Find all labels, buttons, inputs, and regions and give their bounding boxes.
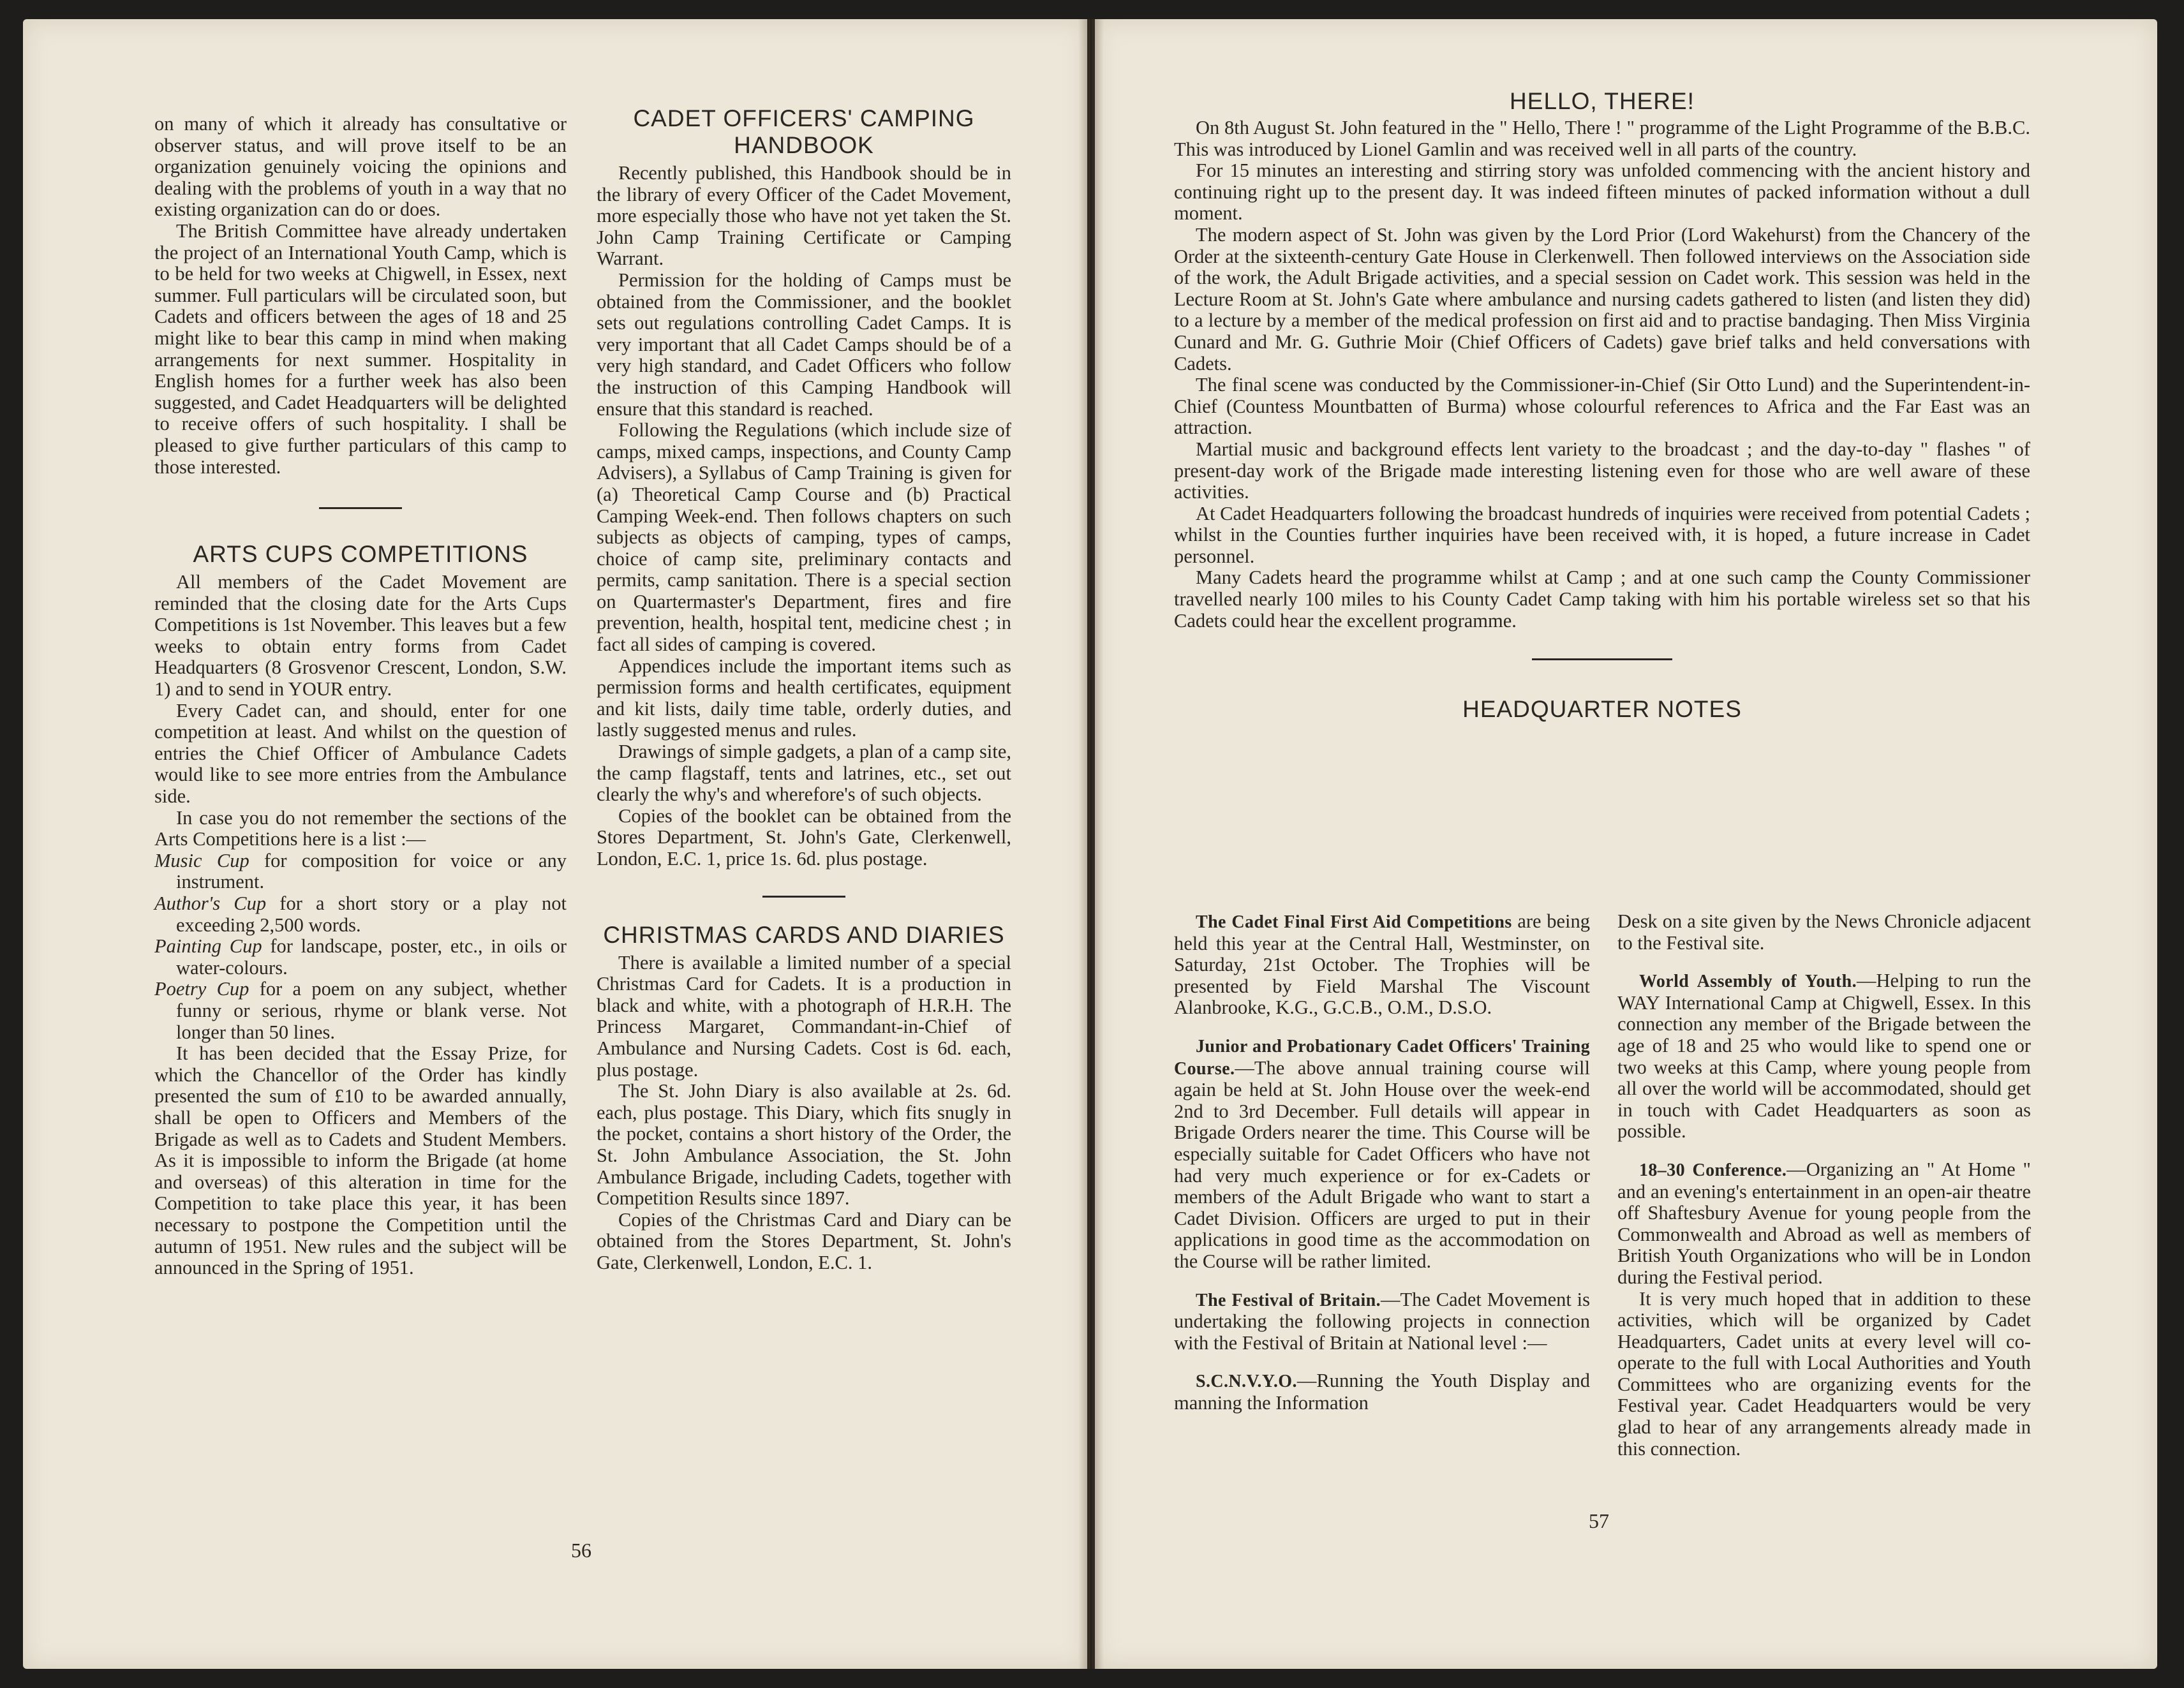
note-spacer (1174, 1273, 1590, 1289)
camping-paragraph: Recently published, this Handbook should be in the library of every Officer of the Cadet Movement, more especially those who have not yet taken the St. John Camp Training Certificate or Camping Warrant. (597, 162, 1011, 270)
hq-note (1617, 1159, 2031, 1289)
cup-name: Author's Cup (154, 892, 267, 914)
arts-paragraph: It has been decided that the Essay Prize, for which the Chancellor of the Order has kindly presented the sum of £10 to be awarded annually, shall be open to Officers and Members of the Brigade as well as to Cadets and Student Members. As it is impossible to inform the Brigade (at home and overseas) of this alteration in time for the Competition to take place this year, it has been necessary to postpone the Competition until the autumn of 1951. New rules and the subject will be announced in the Spring of 1951. (154, 1042, 567, 1279)
section-divider (762, 896, 845, 898)
arts-paragraph: In case you do not remember the sections of the Arts Competitions here is a list :— (154, 806, 567, 850)
cup-item (154, 979, 567, 1043)
hq-note-text: —Helping to run the WAY International Camp at Chigwell, Essex. In this connection any member of the Brigade between the age of 18 and 25 who would like to spend one or two weeks at this Camp, where young people from all over the world will be accommodated, should get in touch with Cadet Headquarters as soon as possible. (1617, 970, 2031, 1143)
hello-paragraph: Many Cadets heard the programme whilst at Camp ; and at one such camp the County Commissioner travelled nearly 100 miles to his County Cadet Camp taking with him his portable wireless set so that his Cadets could hear the excellent programme. (1174, 566, 2030, 632)
cup-description: for landscape, poster, etc., in oils or water-colours. (176, 935, 567, 979)
left-column-2 (597, 105, 1011, 1274)
hq-note-title: 18–30 Conference. (1639, 1160, 1787, 1180)
hq-note (1174, 1370, 1590, 1414)
cup-description: for composition for voice or any instrument. (176, 849, 567, 893)
christmas-paragraph: The St. John Diary is also available at 2s. 6d. each, plus postage. This Diary, which fits snugly in the pocket, contains a short history of the Order, the St. John Ambulance Association, the St. John Ambulance Brigade, including Cadets, together with Competition Results since 1897. (597, 1080, 1011, 1210)
page-number: 57 (1589, 1509, 1609, 1532)
hq-column-2 (1617, 911, 2031, 1460)
camping-paragraph: Following the Regulations (which include size of camps, mixed camps, inspections, and County Camp Advisers), a Syllabus of Camp Training is given for (a) Theoretical Camp Course and (b) Practical Camping Week-end. Then follows chapters on such subjects as objects of camping, types of camps, choice of camp site, preliminary contacts and permits, camp sanitation. There is a special section on Quartermaster's Department, fires and fire prevention, health, hospital tent, medicine chest ; in fact all sides of camping is covered. (597, 419, 1011, 656)
cup-description: for a poem on any subject, whether funny or serious, rhyme or blank verse. Not longer than 50 lines. (176, 978, 567, 1043)
note-spacer (1617, 1143, 2031, 1159)
hello-paragraph: Martial music and background effects lent variety to the broadcast ; and the day-to-day " flashes " of present-day work of the Brigade made interesting listening even for those who are well aware of these activities. (1174, 438, 2030, 503)
camping-paragraph: Permission for the holding of Camps must be obtained from the Commissioner, and the booklet sets out regulations controlling Cadet Camps. It is very important that all Cadet Camps should be of a very high standard, and Cadet Officers who follow the instruction of this Camping Handbook will ensure that this standard is reached. (597, 269, 1011, 420)
hq-note (1174, 1035, 1590, 1273)
arts-paragraph: All members of the Cadet Movement are reminded that the closing date for the Arts Cups Competitions is 1st November. This leaves but a few weeks to obtain entry forms from Cadet Headquarters (8 Grosvenor Crescent, London, S.W. 1) and to send in YOUR entry. (154, 571, 567, 700)
hello-there-heading: HELLO, THERE! (1510, 88, 1695, 114)
book-gutter (1078, 19, 1104, 1669)
cup-item (154, 850, 567, 893)
section-divider (1532, 658, 1672, 660)
cup-name: Poetry Cup (154, 978, 249, 1000)
christmas-paragraph: There is available a limited number of a special Christmas Card for Cadets. It is a production in black and white, with a photograph of H.R.H. The Princess Margaret, Commandant-in-Chief of Ambulance and Nursing Cadets. Cost is 6d. each, plus postage. (597, 951, 1011, 1081)
cup-description: for a short story or a play not exceeding 2,500 words. (176, 892, 567, 936)
camping-paragraph: Appendices include the important items such as permission forms and health certificates, equipment and kit lists, daily time table, orderly duties, and lastly suggested menus and rules. (597, 655, 1011, 741)
intro-paragraph: The British Committee have already undertaken the project of an International Youth Camp, which is to be held for two weeks at Chigwell, in Essex, next summer. Full particulars will be circulated soon, but Cadets and officers between the ages of 18 and 25 might like to bear this camp in mind when making arrangements for next summer. Hospitality in English homes for a further week has also been suggested, and Cadet Headquarters will be delighted to receive offers of such hospitality. I shall be pleased to give further particulars of this camp to those interested. (154, 219, 567, 478)
hq-note-title: The Festival of Britain. (1196, 1290, 1381, 1310)
hq-note-text: —Running the Youth Display and manning the Information (1174, 1370, 1590, 1414)
note-spacer (1174, 1354, 1590, 1370)
hq-note-text: —Organizing an " At Home " and an evening's entertainment in an open-air theatre off Shaftesbury Avenue for young people from the Commonwealth and Abroad as well as members of British Youth Organizations who will be in London during the Festival period. (1617, 1158, 2031, 1288)
page-number: 56 (571, 1539, 591, 1562)
hq-note (1617, 970, 2031, 1143)
hello-paragraph: The final scene was conducted by the Commissioner-in-Chief (Sir Otto Lund) and the Superintendent-in-Chief (Countess Mountbatten of Burma) whose colourful references to Africa and the Far East was an attraction. (1174, 374, 2030, 439)
hello-paragraph: At Cadet Headquarters following the broadcast hundreds of inquiries were received from potential Cadets ; whilst in the Counties further inquiries have been received with, it is hoped, a future increase in Cadet personnel. (1174, 502, 2030, 567)
cup-item (154, 893, 567, 936)
hello-paragraph: On 8th August St. John featured in the " Hello, There ! " programme of the Light Programme of the B.B.C. This was introduced by Lionel Gamlin and was received well in all parts of the country. (1174, 117, 2030, 160)
hq-note-text: are being held this year at the Central Hall, Westminster, on Saturday, 21st October. The Trophies will be presented by Field Marshal The Viscount Alanbrooke, K.G., G.C.B., O.M., D.S.O. (1174, 910, 1591, 1019)
cup-name: Music Cup (154, 849, 249, 871)
christmas-paragraph: Copies of the Christmas Card and Diary can be obtained from the Stores Department, St. John's Gate, Clerkenwell, London, E.C. 1. (597, 1208, 1011, 1273)
hq-continuation: Desk on a site given by the News Chronicle adjacent to the Festival site. (1617, 910, 2031, 954)
hello-paragraph: The modern aspect of St. John was given by the Lord Prior (Lord Wakehurst) from the Chancery of the Order at the sixteenth-century Gate House in Clerkenwell. Then followed interviews on the Association side of the work, the Adult Brigade activities, and a special session on Cadet work. This session was held in the Lecture Room at St. John's Gate where ambulance and nursing cadets gathered to listen (and listen they did) to a lecture by a member of the medical profession on first aid and to practise bandaging. Then Miss Virginia Cunard and Mr. G. Guthrie Moir (Chief Officers of Cadets) gave brief talks and held conversations with Cadets. (1174, 223, 2030, 374)
camping-paragraph: Copies of the booklet can be obtained from the Stores Department, St. John's Gate, Clerkenwell, London, E.C. 1, price 1s. 6d. plus postage. (597, 804, 1011, 870)
hq-note-title: Junior and Probationary Cadet Officers' Training Course. (1174, 1036, 1590, 1079)
arts-paragraph: Every Cadet can, and should, enter for one competition at least. And whilst on the question of entries the Chief Officer of Ambulance Cadets would like to see more entries from the Ambulance side. (154, 699, 567, 808)
camping-paragraph: Drawings of simple gadgets, a plan of a camp site, the camp flagstaff, tents and latrines, etc., set out clearly the why's and wherefore's of such objects. (597, 741, 1011, 806)
hq-column-1 (1174, 911, 1590, 1414)
headquarter-notes-heading: HEADQUARTER NOTES (1462, 696, 1742, 723)
arts-cups-heading: ARTS CUPS COMPETITIONS (193, 541, 528, 568)
section-divider (319, 507, 402, 509)
cup-item (154, 936, 567, 979)
hq-note-text: —The Cadet Movement is undertaking the following projects in connection with the Festival of Britain at National level :— (1174, 1288, 1590, 1354)
hq-note-title: World Assembly of Youth. (1639, 972, 1857, 992)
camping-handbook-heading: CADET OFFICERS' CAMPING HANDBOOK (633, 105, 975, 158)
hq-note (1174, 911, 1590, 1019)
intro-paragraph: on many of which it already has consultative or observer status, and will prove itself to be an organization genuinely voicing the opinions and dealing with the problems of youth in a way that no existing organization can do or does. (154, 113, 567, 221)
note-spacer (1174, 1019, 1590, 1035)
hq-note-title: The Cadet Final First Aid Competitions (1196, 912, 1512, 932)
hq-note-text: —The above annual training course will again be held at St. John House over the week-end 2nd to 3rd December. Full details will appear in Brigade Orders nearer the time. This Course will be especially suitable for Cadet Officers who have not had very much experience or for ex-Cadets or members of the Adult Brigade who want to start a Cadet Division. Officers are urged to put in their applications in good time as the accommodation on the Course will be rather limited. (1174, 1056, 1590, 1272)
hq-note (1174, 1289, 1590, 1354)
christmas-cards-heading: CHRISTMAS CARDS AND DIARIES (603, 921, 1005, 948)
hello-there-section (1174, 88, 2030, 727)
cup-name: Painting Cup (154, 935, 262, 958)
hq-final-paragraph: It is very much hoped that in addition to these activities, which will be organized by Cadet Headquarters, Cadet units at every level will co-operate to the full with Local Authorities and Youth Committees who are organizing events for the Festival year. Cadet Headquarters would be very glad to hear of any arrangements already made in this connection. (1617, 1287, 2031, 1460)
hello-paragraph: For 15 minutes an interesting and stirring story was unfolded commencing with the ancient history and continuing right up to the present day. It was indeed fifteen minutes of packed information without a dull moment. (1174, 159, 2030, 225)
hq-note-title: S.C.N.V.Y.O. (1196, 1372, 1297, 1392)
left-column-1 (154, 114, 567, 1279)
note-spacer (1617, 954, 2031, 970)
